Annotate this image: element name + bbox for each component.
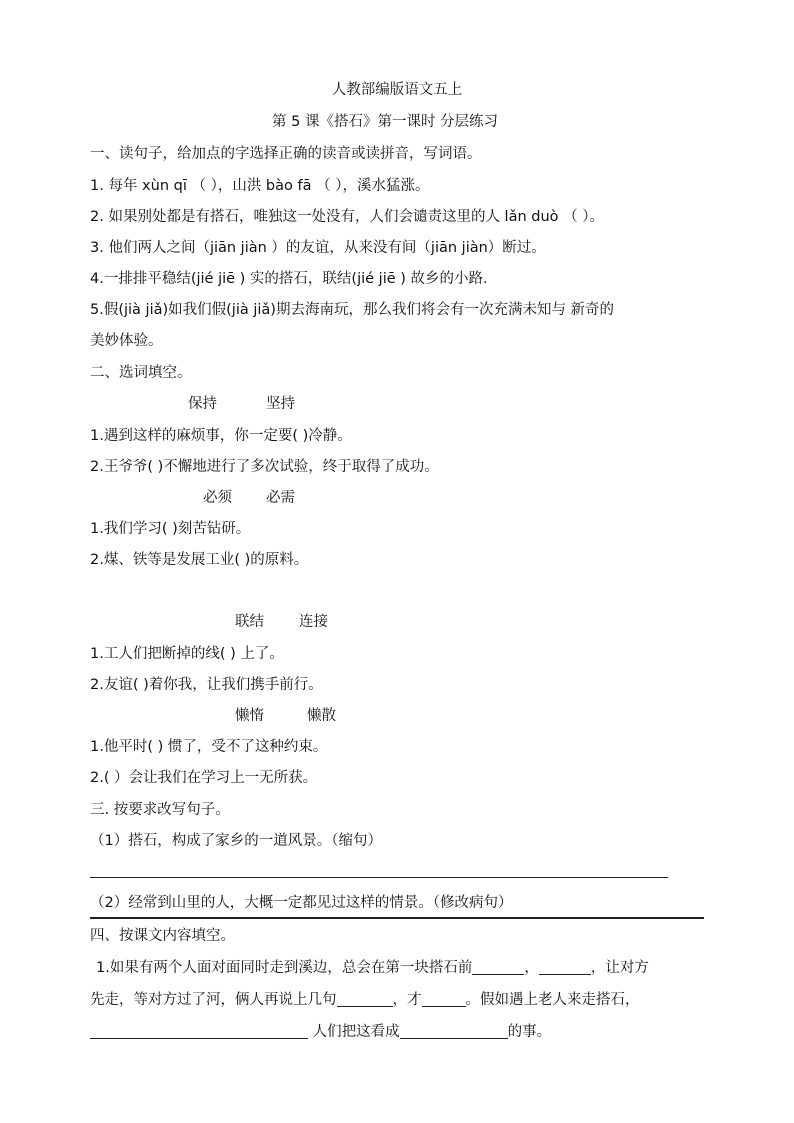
section4-heading: 四、按课文内容填空。 — [90, 928, 235, 944]
question-item: 2. 如果别处都是有搭石，唯独这一处没有，人们会谴责这里的人 lǎn duò （ ）。 — [90, 209, 604, 225]
page-title: 人教部编版语文五上 — [331, 82, 463, 98]
fill-blank[interactable] — [422, 990, 466, 1007]
word-option: 连接 — [299, 614, 328, 630]
question-item-continuation: 美妙体验。 — [90, 333, 163, 349]
answer-line[interactable] — [90, 917, 704, 919]
question-item: 2.王爷爷( )不懈地进行了多次试验，终于取得了成功。 — [90, 459, 439, 475]
fill-blank[interactable] — [539, 958, 591, 975]
fill-text: ，让对方 — [590, 960, 649, 976]
question-item: 4.一排排平稳结(jié jiē ) 实的搭石，联结(jié jiē ) 故乡的小路. — [90, 271, 488, 287]
word-option: 必须 — [203, 490, 232, 506]
fill-blank[interactable] — [400, 1022, 508, 1039]
section1-heading: 一、读句子，给加点的字选择正确的读音或读拼音，写词语。 — [90, 146, 482, 162]
page-subtitle: 第 5 课《搭石》第一课时 分层练习 — [272, 114, 499, 130]
word-option: 懒散 — [307, 708, 336, 724]
fill-sentence — [96, 958, 649, 978]
fill-text: 人们把这看成 — [308, 1024, 400, 1040]
fill-text: 1.如果有两个人面对面同时走到溪边，总会在第一块搭石前 — [96, 960, 473, 976]
section3-heading: 三. 按要求改写句子。 — [90, 802, 230, 818]
word-option: 必需 — [266, 490, 295, 506]
section2-heading: 二、选词填空。 — [90, 365, 192, 381]
word-option: 坚持 — [266, 396, 295, 412]
question-item: 1.工人们把断掉的线( ) 上了。 — [90, 646, 284, 662]
question-item: 2.煤、铁等是发展工业( )的原料。 — [90, 552, 309, 568]
question-item: 1.我们学习( )刻苦钻研。 — [90, 521, 251, 537]
fill-text: 先走，等对方过了河，俩人再说上几句 — [90, 992, 337, 1008]
fill-sentence — [90, 990, 640, 1010]
question-item: 1. 每年 xùn qī （ ），山洪 bào fā （ ），溪水猛涨。 — [90, 178, 430, 194]
fill-text: ，才 — [392, 992, 422, 1008]
fill-blank[interactable] — [472, 958, 524, 975]
question-item: 2.友谊( )着你我，让我们携手前行。 — [90, 677, 323, 693]
fill-sentence — [90, 1022, 551, 1042]
fill-blank[interactable] — [90, 1022, 308, 1039]
fill-text: 的事。 — [507, 1024, 552, 1040]
question-item: 3. 他们两人之间（jiān jiàn ）的友谊，从来没有间（jiān jiàn）断过。 — [90, 240, 546, 256]
rewrite-question: （1）搭石，构成了家乡的一道风景。（缩句） — [90, 833, 382, 849]
word-option: 懒惰 — [235, 708, 264, 724]
question-item: 1.他平时( ) 惯了，受不了这种约束。 — [90, 739, 328, 755]
fill-text: 。假如遇上老人来走搭石， — [465, 992, 640, 1008]
question-item: 5.假(jià jiǎ)如我们假(jià jiǎ)期去海南玩，那么我们将会有一次充满未知与 新奇的 — [90, 302, 615, 318]
rewrite-question: （2）经常到山里的人，大概一定都见过这样的情景。（修改病句） — [90, 895, 513, 911]
question-item: 2.( ）会让我们在学习上一无所获。 — [90, 770, 318, 786]
word-option: 保持 — [188, 396, 217, 412]
fill-blank[interactable] — [337, 990, 393, 1007]
question-item: 1.遇到这样的麻烦事，你一定要( )冷静。 — [90, 428, 352, 444]
answer-line[interactable] — [90, 877, 668, 878]
fill-text: ， — [524, 960, 539, 976]
word-option: 联结 — [235, 614, 264, 630]
